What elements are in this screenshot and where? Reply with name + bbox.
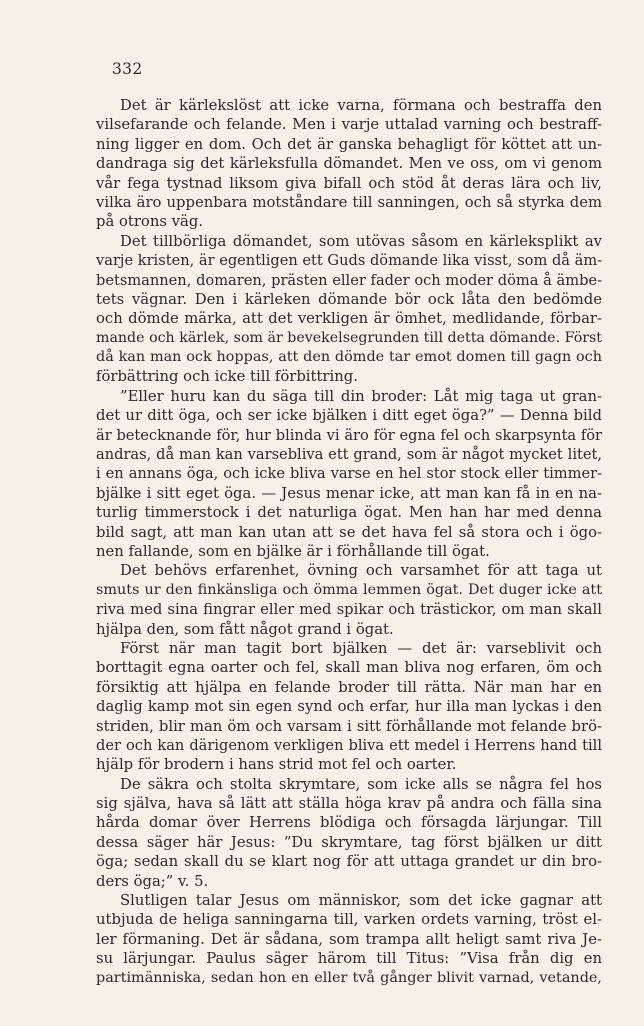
text-line: förbättring och icke till förbittring. (96, 368, 358, 386)
text-line: Det tillbörliga dömandet, som utövas såsom en kärleksplikt av (120, 232, 602, 250)
text-line: nen fallande, som en bjälke är i förhållande till ögat. (96, 542, 490, 560)
text-line: hjälp för brodern i hans strid mot fel och oarter. (96, 756, 457, 774)
text-line: vår fega tystnad liksom giva bifall och stöd åt deras lära och liv, (96, 174, 602, 192)
text-line: hårda domar över Herrens blödiga och försagda lärjungar. Till (96, 814, 602, 832)
text-line: vilka äro uppenbara motståndare till sanningen, och så styrka dem (96, 193, 602, 211)
text-line: daglig kamp mot sin egen synd och erfar, hur illa man lyckas i den (96, 698, 602, 716)
text-line: partimänniska, sedan hon en eller två gånger blivit varnad, vetande, (96, 969, 602, 986)
text-line: tets vägnar. Den i kärleken dömande bör ock låta den bedömde (96, 290, 602, 308)
text-line: mande och kärlek, som är bevekelsegrunden till detta dömande. Först (96, 329, 602, 346)
text-line: i en annans öga, och icke bliva varse en hel stor stock eller timmer- (96, 465, 602, 483)
text-line: ler förmaning. Det är sådana, som trampa allt heligt samt riva Je- (96, 930, 602, 948)
text-line: ”Eller huru kan du säga till din broder: Låt mig taga ut gran- (120, 387, 602, 405)
text-line: försiktig att hjälpa en felande broder till rätta. När man har en (96, 678, 602, 696)
text-line: Det behövs erfarenhet, övning och varsamhet för att taga ut (120, 562, 602, 580)
text-line: su lärjungar. Paulus säger härom till Titus: ”Visa från dig en (96, 950, 602, 968)
text-line: då kan man ock hoppas, att den dömde tar emot domen till gagn och (96, 349, 602, 366)
text-line: öga; sedan skall du se klart nog för att uttaga grandet ur din bro- (96, 853, 602, 871)
text-line: bild sagt, att man kan utan att se det hava fel så stora och i ögo- (96, 523, 602, 541)
text-line: Det är kärlekslöst att icke varna, förmana och bestraffa den (120, 97, 602, 114)
text-line: riva med sina fingrar eller med spikar och trästickor, om man skall (96, 601, 602, 619)
text-line: der och kan därigenom verkligen bliva ett medel i Herrens hand till (96, 736, 602, 754)
text-line: vilsefarande och felande. Men i varje uttalad varning och bestraff- (96, 116, 602, 134)
text-line: utbjuda de heliga sanningarna till, varken ordets varning, tröst el- (96, 911, 602, 929)
text-line: borttagit egna oarter och fel, skall man bliva nog erfaren, öm och (96, 659, 602, 677)
text-line: striden, blir man öm och varsam i sitt förhållande mot felande brö- (96, 717, 602, 735)
text-line: turlig timmerstock i det naturliga ögat. Men han har med denna (96, 504, 602, 522)
text-line: ning ligger en dom. Och det är ganska behagligt för köttet att un- (96, 135, 602, 153)
text-line: Slutligen talar Jesus om människor, som det icke gagnar att (120, 892, 602, 910)
text-line: och dömde märka, att det verkligen är ömhet, medlidande, förbar- (96, 310, 602, 328)
text-line: ders öga;” v. 5. (96, 872, 209, 890)
text-line: bjälke i sitt eget öga. — Jesus menar icke, att man kan få in en na- (96, 484, 602, 502)
text-line: De säkra och stolta skrymtare, som icke alls se några fel hos (120, 775, 602, 793)
text-line: varje kristen, är egentligen ett Guds dömande lika visst, som då äm- (96, 252, 603, 270)
text-line: hjälpa den, som fått något grand i ögat. (96, 620, 394, 638)
text-line: är betecknande för, hur blinda vi äro för egna fel och skarpsynta för (96, 426, 602, 444)
body-text (96, 96, 602, 988)
page-number: 332 (112, 60, 143, 78)
text-line: sig själva, hava så lätt att ställa höga krav på andra och fälla sina (96, 795, 602, 813)
text-line: dandraga sig det kärleksfulla dömandet. Men ve oss, om vi genom (96, 155, 602, 173)
text-line: betsmannen, domaren, prästen eller fader och moder döma å ämbe- (96, 271, 602, 289)
text-line: på otrons väg. (96, 213, 204, 231)
text-line: andras, då man kan varsebliva ett grand, som är något mycket litet, (96, 446, 602, 464)
text-line: dessa säger här Jesus: ”Du skrymtare, tag först bjälken ur ditt (96, 833, 602, 851)
text-line: smuts ur den finkänsliga och ömma lemmen ögat. Det duger icke att (96, 581, 602, 598)
text-line: det ur ditt öga, och ser icke bjälken i ditt eget öga?” — Denna bild (96, 407, 602, 425)
text-line: Först när man tagit bort bjälken — det är: varseblivit och (120, 639, 602, 657)
